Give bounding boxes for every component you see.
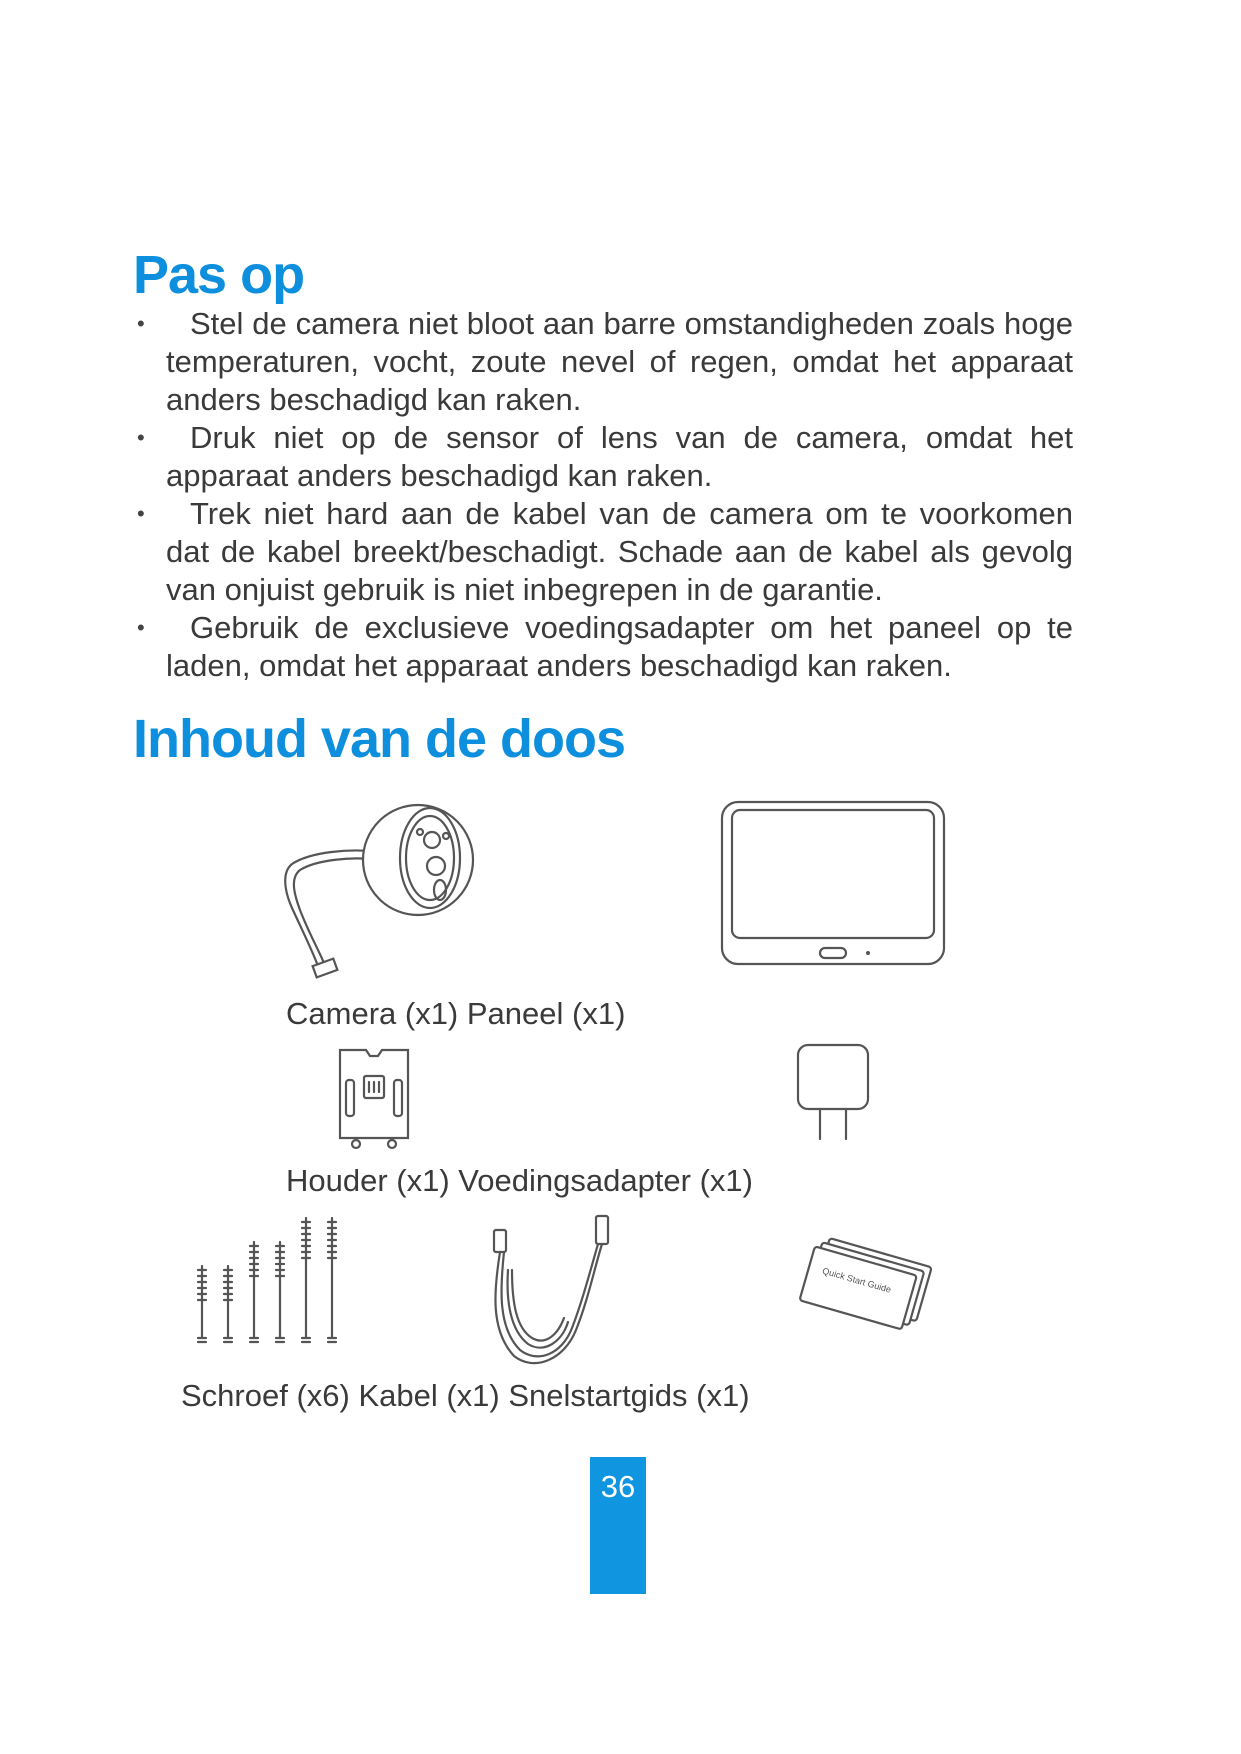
camera-icon — [270, 790, 480, 980]
list-item: • Trek niet hard aan de kabel van de camera om te voorkomen dat de kabel breekt/beschadigt. Schade aan de kabel als gevolg van onjuist gebruik is niet inbegrepen in de garantie. — [137, 496, 1073, 607]
list-item: • Druk niet op de sensor of lens van de camera, omdat het apparaat anders beschadigd kan raken. — [137, 420, 1073, 493]
screws-icon — [194, 1214, 354, 1354]
caption-holder-adapter: Houder (x1) Voedingsadapter (x1) — [286, 1163, 753, 1198]
cable-icon — [484, 1210, 620, 1370]
warning-title: Pas op — [133, 245, 305, 305]
guide-label: Quick Start Guide — [821, 1265, 893, 1295]
box-contents-title: Inhoud van de doos — [133, 709, 625, 769]
list-item: • Stel de camera niet bloot aan barre omstandigheden zoals hoge temperaturen, vocht, zoute nevel of regen, omdat het apparaat anders beschadigd kan raken. — [137, 306, 1073, 417]
caption-screw-cable-guide: Schroef (x6) Kabel (x1) Snelstartgids (x1) — [181, 1378, 750, 1413]
bracket-icon — [336, 1046, 412, 1150]
power-adapter-icon — [796, 1043, 872, 1143]
warning-list — [133, 305, 1073, 685]
panel-icon — [720, 800, 950, 970]
quick-start-guide-icon — [796, 1236, 936, 1336]
page-number-tab — [590, 1457, 646, 1594]
list-item: • Gebruik de exclusieve voedingsadapter om het paneel op te laden, omdat het apparaat anders beschadigd kan raken. — [137, 610, 1073, 683]
caption-camera-panel: Camera (x1) Paneel (x1) — [286, 996, 626, 1031]
page-number: 36 — [600, 1469, 636, 1504]
